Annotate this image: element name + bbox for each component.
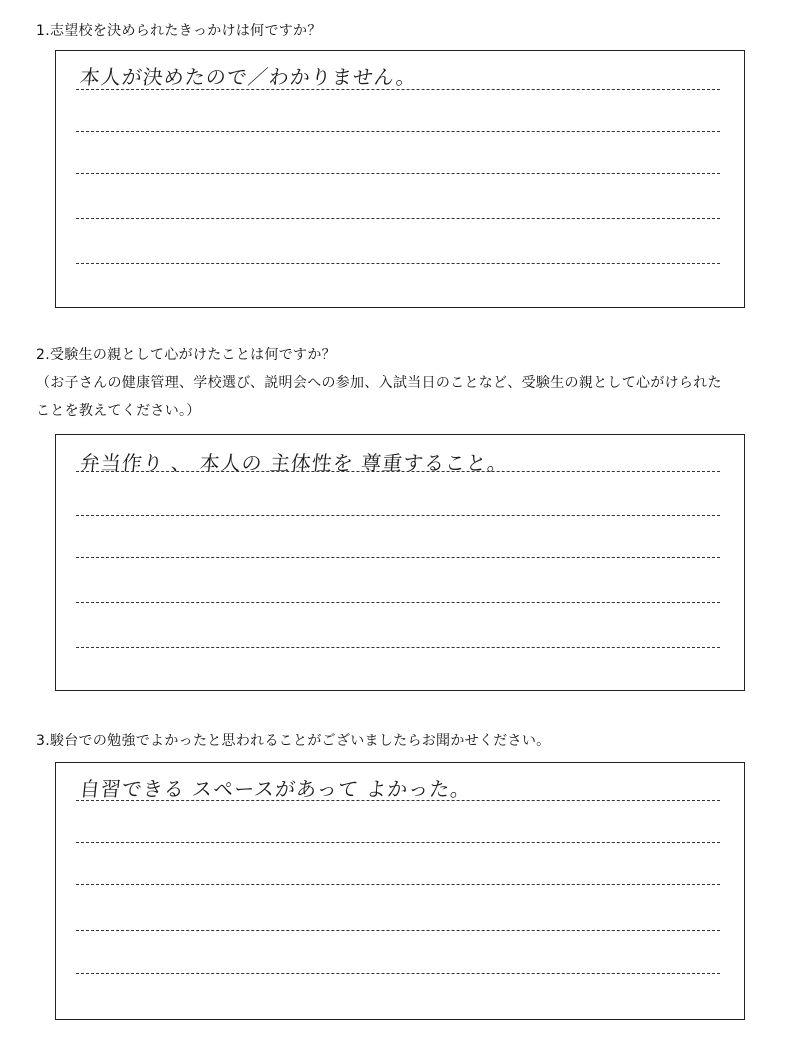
question-2-subtext-line1: （お子さんの健康管理、学校選び、説明会への参加、入試当日のことなど、受験生の親として心がけられた [36,375,722,391]
handwritten-answer-1: 本人が決めたので／わかりません。 [78,65,419,89]
answer-box-1 [55,50,745,308]
rule-line [76,930,720,931]
rule-line [76,131,720,132]
question-3: 3.駿台での勉強でよかったと思われることがございましたらお聞かせください。 [36,733,551,749]
handwritten-answer-3: 自習できる スペースがあって よかった。 [78,777,473,801]
rule-line [76,647,720,648]
rule-line [76,515,720,516]
rule-line [76,173,720,174]
rule-line [76,842,720,843]
question-1: 1.志望校を決められたきっかけは何ですか？ [36,23,322,39]
rule-line [76,557,720,558]
question-2-subtext-line2: ことを教えてください。） [36,403,201,419]
rule-line [76,218,720,219]
handwritten-answer-2: 弁当作り 、 本人の 主体性を 尊重すること。 [78,451,510,475]
question-2: 2.受験生の親として心がけたことは何ですか？ [36,347,336,363]
rule-line [76,471,720,472]
rule-line [76,602,720,603]
answer-box-2 [55,434,745,691]
answer-box-3 [55,762,745,1020]
rule-line [76,884,720,885]
rule-line [76,263,720,264]
rule-line [76,800,720,801]
rule-line [76,89,720,90]
rule-line [76,973,720,974]
